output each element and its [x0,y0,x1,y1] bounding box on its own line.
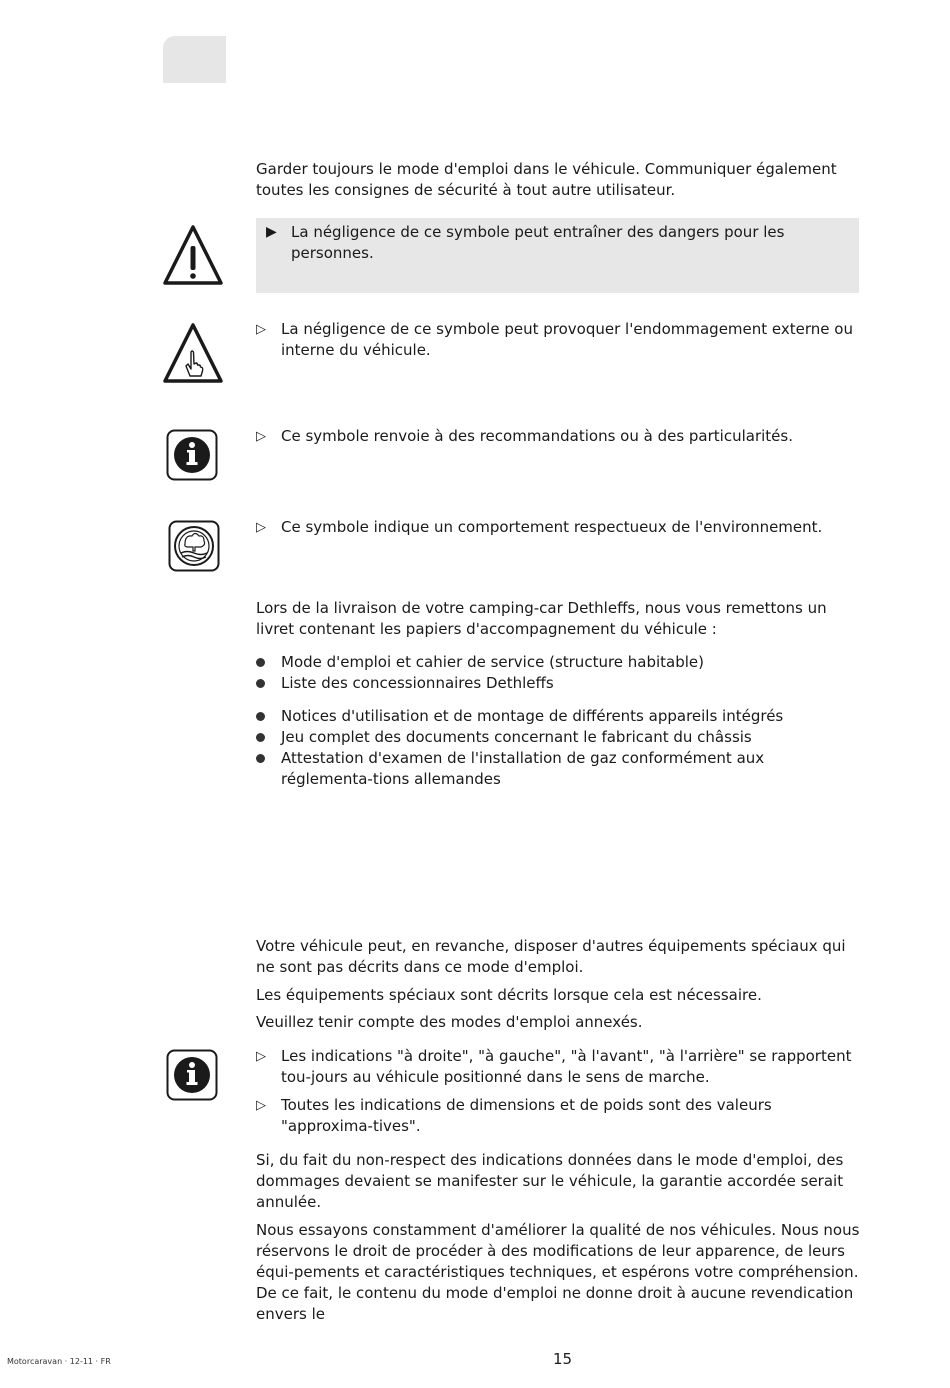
info-text: Ce symbole renvoie à des recommandations ou à des particularités. [281,427,793,445]
intro-paragraph: Garder toujours le mode d'emploi dans le véhicule. Communiquer également toutes les consignes de sécurité à tout autre utilisateur. [256,160,837,199]
bullet-dot [256,658,265,667]
list-item: Mode d'emploi et cahier de service (structure habitable) [256,652,860,673]
equipment-paragraph-1: Votre véhicule peut, en revanche, disposer d'autres équipements spéciaux qui ne sont pas décrits dans ce mode d'emploi. [256,937,846,976]
directions-text: Les indications "à droite", "à gauche", "à l'avant", "à l'arrière" se rapportent tou-jours au véhicule positionné dans le sens de marche. [281,1047,852,1086]
danger-text: La négligence de ce symbole peut entraîner des dangers pour les personnes. [291,223,785,262]
footer-document-id: Motorcaravan · 12-11 · FR [7,1357,111,1366]
bullet-dot [256,712,265,721]
environment-text: Ce symbole indique un comportement respectueux de l'environnement. [281,518,823,536]
equipment-paragraph-2: Les équipements spéciaux sont décrits lorsque cela est nécessaire. [256,986,762,1004]
open-arrow-marker: ▷ [256,520,266,535]
open-arrow-marker: ▷ [256,1098,266,1113]
environment-icon [168,520,220,572]
directions-note [256,1046,860,1088]
list-item: Liste des concessionnaires Dethleffs [256,673,860,694]
dimensions-text: Toutes les indications de dimensions et de poids sont des valeurs "approxima-tives". [281,1096,772,1135]
list-item: Attestation d'examen de l'installation de gaz conformément aux réglementa-tions allemandes [256,748,860,790]
chapter-tab-marker [163,36,226,83]
info-icon [166,1049,218,1101]
bullet-dot [256,733,265,742]
damage-note [256,319,860,361]
info-note [256,426,860,447]
equipment-paragraph-3: Veuillez tenir compte des modes d'emploi annexés. [256,1013,643,1031]
page-number: 15 [553,1350,573,1368]
open-arrow-marker: ▷ [256,1049,266,1064]
environment-note [256,517,860,538]
open-arrow-marker: ▷ [256,429,266,444]
info-icon [166,429,218,481]
filled-arrow-marker: ▶ [266,224,277,240]
list-item: Notices d'utilisation et de montage de différents appareils intégrés [256,706,860,727]
delivery-intro: Lors de la livraison de votre camping-car Dethleffs, nous vous remettons un livret contenant les papiers d'accompagnement du véhicule : [256,599,827,638]
dimensions-note [256,1095,860,1137]
bullet-dot [256,754,265,763]
damage-warning-icon [162,322,224,384]
damage-text: La négligence de ce symbole peut provoquer l'endommagement externe ou interne du véhicule. [281,320,853,359]
warning-triangle-icon [162,224,224,286]
list-item: Jeu complet des documents concernant le fabricant du châssis [256,727,860,748]
delivery-list-group-2 [256,706,860,790]
danger-warning-box [256,218,859,293]
delivery-list-group-1 [256,652,860,694]
open-arrow-marker: ▷ [256,322,266,337]
bullet-dot [256,679,265,688]
improvements-paragraph: Nous essayons constamment d'améliorer la qualité de nos véhicules. Nous nous réservons le droit de procéder à des modifications de leur apparence, de leurs équi-pements et caractéristiques techniques, et espérons votre compréhension. De ce fait, le contenu du mode d'emploi ne donne droit à aucune revendication envers le [256,1221,860,1323]
warranty-paragraph: Si, du fait du non-respect des indications données dans le mode d'emploi, des dommages devaient se manifester sur le véhicule, la garantie accordée serait annulée. [256,1151,844,1211]
